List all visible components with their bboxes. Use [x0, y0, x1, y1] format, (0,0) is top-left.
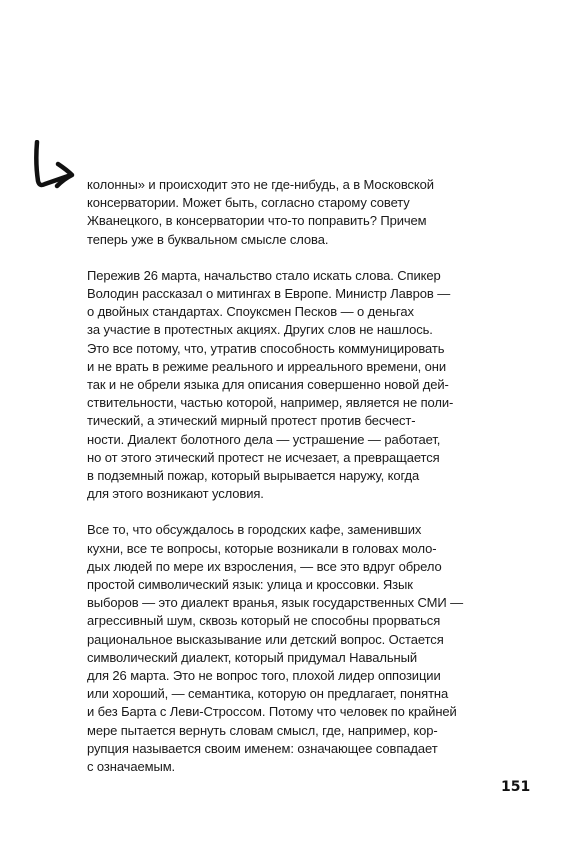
text-line: но от этого этический протест не исчезает, а превращается	[87, 449, 440, 465]
hand-drawn-arrow-icon	[28, 140, 80, 192]
text-line: о двойных стандартах. Споуксмен Песков — о деньгах	[87, 304, 414, 320]
text-line: дых людей по мере их взросления, — все это вдруг обрело	[87, 558, 442, 574]
text-line: мере пытается вернуть словам смысл, где, например, кор-	[87, 722, 438, 738]
text-line: агрессивный шум, сквозь который не способны прорваться	[87, 613, 441, 629]
text-line: в подземный пожар, который вырывается наружу, когда	[87, 468, 420, 484]
text-line: простой символический язык: улица и кроссовки. Язык	[87, 577, 413, 593]
text-line: ности. Диалект болотного дела — устрашение — работает,	[87, 431, 441, 447]
paragraph-1	[87, 176, 487, 249]
text-line: и без Барта с Леви-Строссом. Потому что человек по крайней	[87, 704, 457, 720]
text-line: Это все потому, что, утратив способность коммуницировать	[87, 340, 445, 356]
text-line: символический диалект, который придумал Навальный	[87, 649, 417, 665]
text-line: рупция называется своим именем: означающее совпадает	[87, 740, 438, 756]
text-line: Все то, что обсуждалось в городских кафе, заменивших	[87, 522, 422, 538]
text-line: для этого возникают условия.	[87, 486, 264, 502]
text-line: колонны» и происходит это не где-нибудь, а в Московской	[87, 177, 434, 192]
text-line: Пережив 26 марта, начальство стало искать слова. Спикер	[87, 267, 441, 283]
text-line: кухни, все те вопросы, которые возникали в головах моло-	[87, 540, 437, 556]
text-line: выборов — это диалект вранья, язык государственных СМИ —	[87, 595, 464, 611]
text-line: за участие в протестных акциях. Других слов не нашлось.	[87, 322, 433, 338]
text-line: рациональное высказывание или детский вопрос. Остается	[87, 631, 444, 647]
text-line: теперь уже в буквальном смысле слова.	[87, 231, 329, 247]
paragraph-2	[87, 267, 487, 504]
page-number: 151	[501, 779, 531, 795]
paragraph-3	[87, 521, 487, 776]
text-line: с означаемым.	[87, 759, 176, 775]
text-line: для 26 марта. Это не вопрос того, плохой лидер оппозиции	[87, 668, 441, 684]
text-line: Володин рассказал о митингах в Европе. Министр Лавров —	[87, 286, 451, 302]
text-line: или хороший, — семантика, которую он предлагает, понятна	[87, 686, 449, 702]
text-line: Жванецкого, в консерватории что-то поправить? Причем	[87, 213, 427, 229]
text-line: ствительности, частью которой, например, является не поли-	[87, 395, 454, 411]
text-line: консерватории. Может быть, согласно старому совету	[87, 195, 410, 211]
text-line: тический, а этический мирный протест против бесчест-	[87, 413, 416, 429]
text-line: так и не обрели языка для описания совершенно новой дей-	[87, 377, 449, 393]
body-text	[87, 176, 487, 794]
text-line: и не врать в режиме реального и ирреального времени, они	[87, 358, 447, 374]
